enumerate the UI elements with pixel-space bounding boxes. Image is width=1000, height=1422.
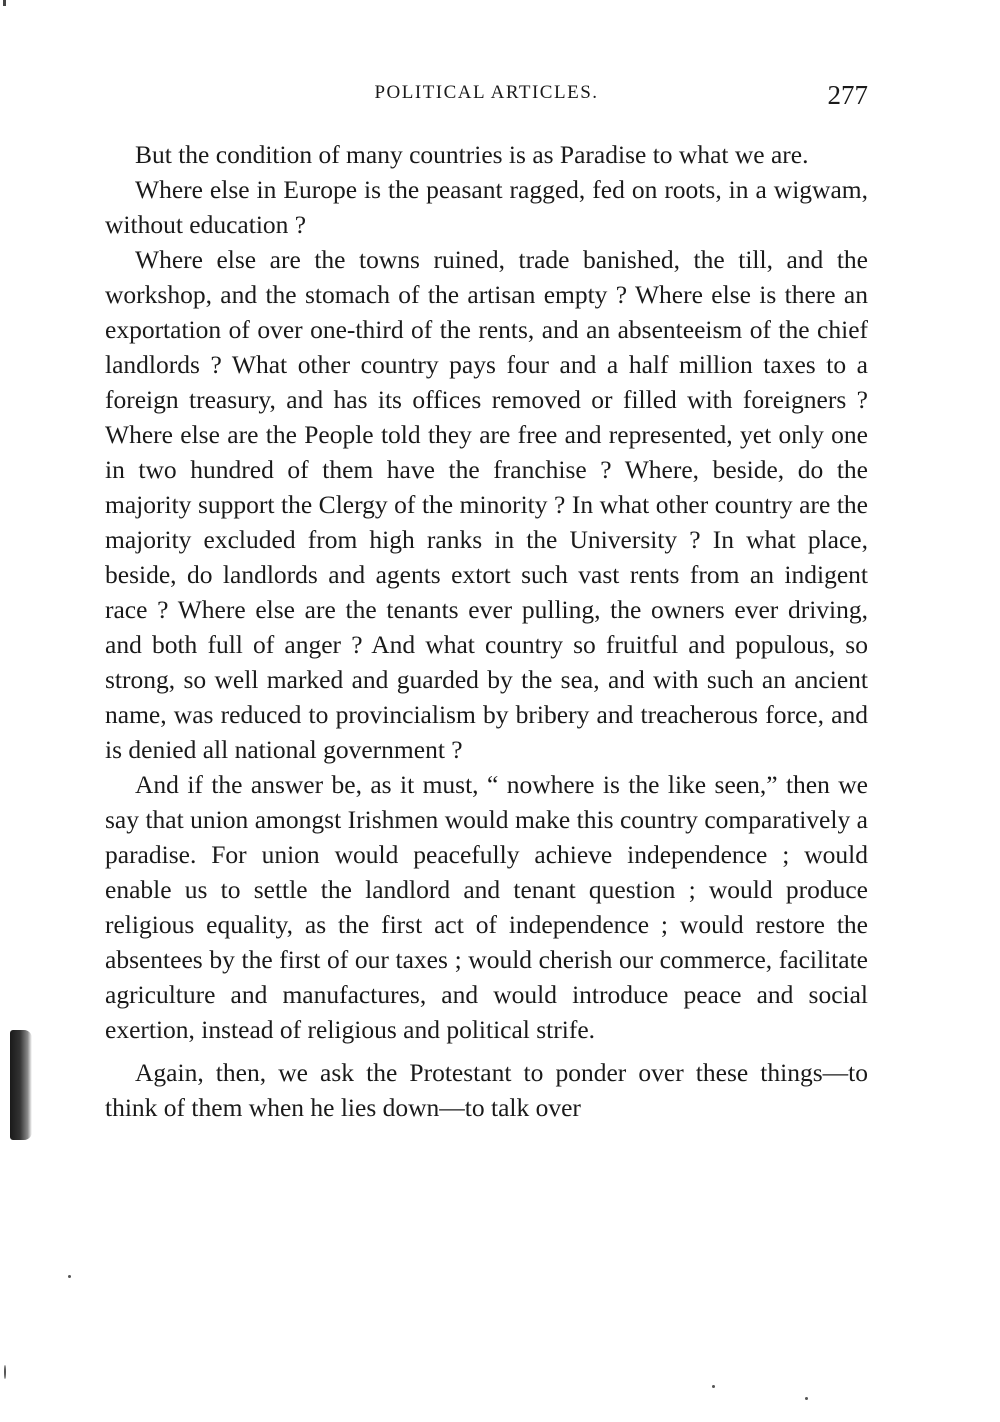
page-number: 277 xyxy=(827,80,868,110)
speck xyxy=(4,1365,6,1379)
speck xyxy=(712,1385,715,1388)
running-head xyxy=(105,80,868,120)
paragraph: But the condition of many countries is as Paradise to what we are. xyxy=(135,140,809,169)
running-title: POLITICAL ARTICLES. xyxy=(374,82,599,103)
speck xyxy=(68,1275,71,1278)
speck xyxy=(805,1397,808,1400)
paragraph: Again, then, we ask the Protestant to ponder over these things—to think of them when he lies down—to talk over xyxy=(105,1058,868,1122)
paragraph: And if the answer be, as it must, “ nowhere is the like seen,” then we say that union amongst Irishmen would make this country comparatively a paradise. For union would peacefully achieve independence ; would enable us to settle the landlord and tenant question ; would produce religious equality, as the first act of independence ; would restore the absentees by the first of our taxes ; would cherish our commerce, facilitate agriculture and manufactures, and would introduce peace and social exertion, instead of religious and political strife. xyxy=(105,770,868,1044)
margin-binding-mark xyxy=(10,1030,32,1140)
corner-mark xyxy=(3,0,6,6)
body-text xyxy=(105,137,868,1125)
paragraph: Where else in Europe is the peasant ragged, fed on roots, in a wigwam, without education ? xyxy=(105,175,868,239)
paragraph: Where else are the towns ruined, trade banished, the till, and the workshop, and the stomach of the artisan empty ? Where else is there an exportation of over one-third of the rents, and an absenteeism of the chief landlords ? What other country pays four and a half million taxes to a foreign treasury, and has its offices removed or filled with foreigners ? Where else are the People told they are free and represented, yet only one in two hundred of them have the franchise ? Where, beside, do the majority support the Clergy of the minority ? In what other country are the majority excluded from high ranks in the University ? In what place, beside, do landlords and agents extort such vast rents from an indigent race ? Where else are the tenants ever pulling, the owners ever driving, and both full of anger ? And what country so fruitful and populous, so strong, so well marked and guarded by the sea, and with such an ancient name, was reduced to provincialism by bribery and treacherous force, and is denied all national government ? xyxy=(105,245,868,764)
